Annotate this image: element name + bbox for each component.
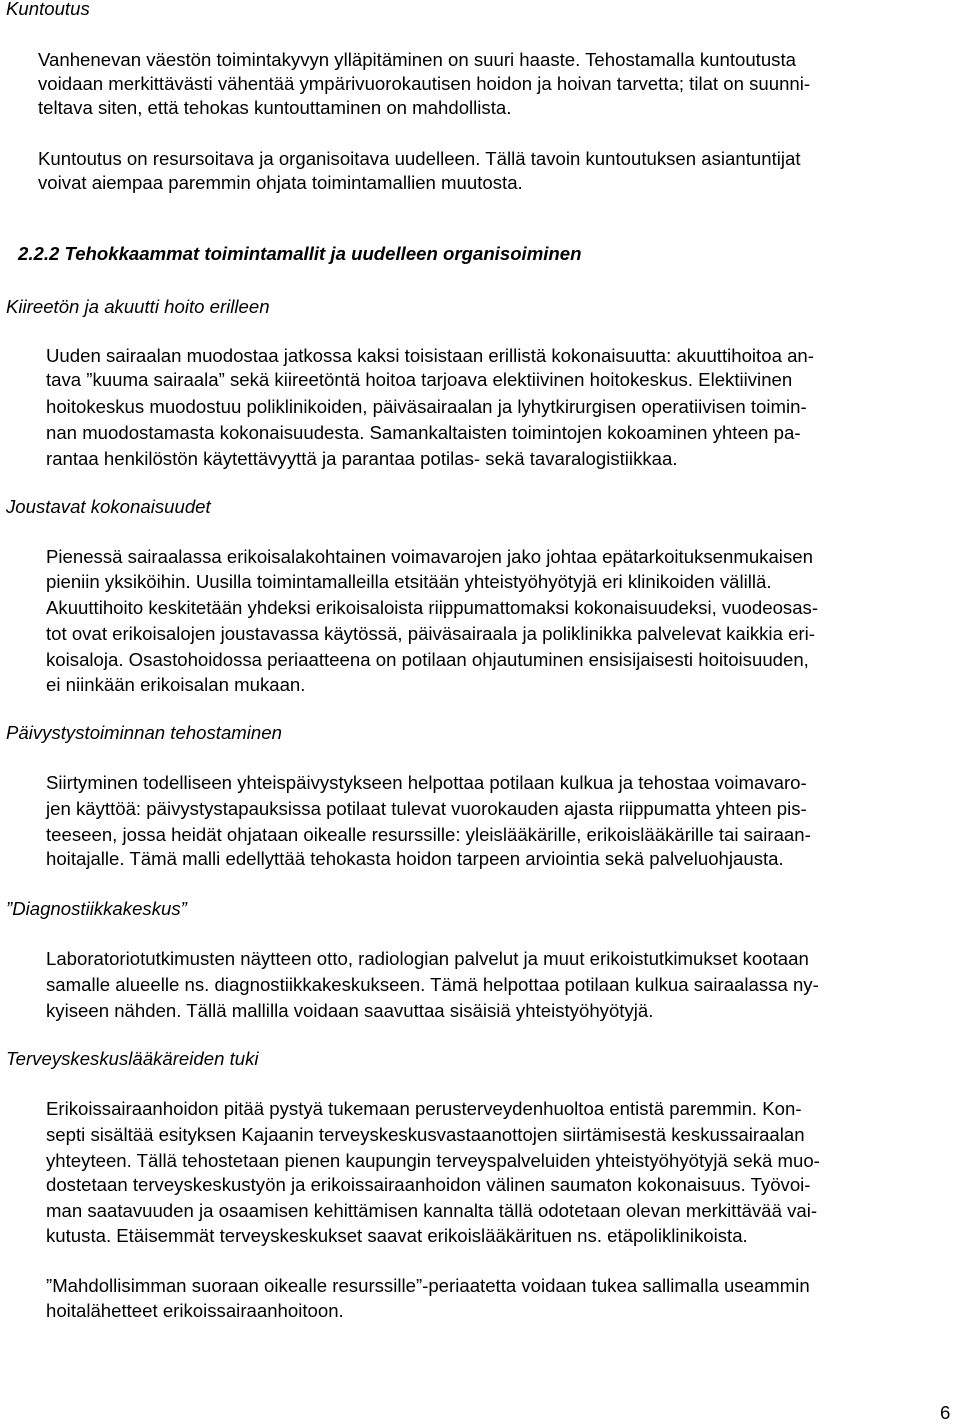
paragraph-line: hoitajalle. Tämä malli edellyttää tehokasta hoidon tarpeen arviointia sekä palveluohjausta. xyxy=(46,848,784,869)
paragraph-line: ”Mahdollisimman suoraan oikealle resurssille”-periaatetta voidaan tukea sallimalla useammin xyxy=(46,1275,810,1296)
paragraph-line: Laboratoriotutkimusten näytteen otto, radiologian palvelut ja muut erikoistutkimukset kootaan xyxy=(46,948,809,969)
page-number: 6 xyxy=(940,1402,951,1423)
paragraph-line: samalle alueelle ns. diagnostiikkakeskukseen. Tämä helpottaa potilaan kulkua sairaalassa ny- xyxy=(46,974,819,995)
paragraph-line: kutusta. Etäisemmät terveyskeskukset saavat erikoislääkärituen ns. etäpoliklinikoista. xyxy=(46,1225,748,1246)
paragraph-line: hoitokeskus muodostuu poliklinikoiden, päiväsairaalan ja lyhytkirurgisen operatiivisen toimin- xyxy=(46,396,807,417)
paragraph-line: Erikoissairaanhoidon pitää pystyä tukemaan perusterveydenhuoltoa entistä paremmin. Kon- xyxy=(46,1098,802,1119)
paragraph-line: kyiseen nähden. Tällä mallilla voidaan saavuttaa sisäisiä yhteistyöhyötyjä. xyxy=(46,1000,654,1021)
paragraph-line: Pienessä sairaalassa erikoisalakohtainen voimavarojen jako johtaa epätarkoituksenmukaisen xyxy=(46,546,813,567)
section-heading-kuntoutus: Kuntoutus xyxy=(6,0,90,19)
paragraph-line: dostetaan terveyskeskustyön ja erikoissairaanhoidon välinen saumaton kokonaisuus. Työvoi- xyxy=(46,1174,811,1195)
paragraph-line: voivat aiempaa paremmin ohjata toimintamallien muutosta. xyxy=(38,172,523,193)
section-heading-joustavat: Joustavat kokonaisuudet xyxy=(6,496,211,517)
section-heading-terveyskeskus: Terveyskeskuslääkäreiden tuki xyxy=(6,1048,259,1069)
section-heading-diagnostiikka: ”Diagnostiikkakeskus” xyxy=(6,898,187,919)
paragraph-line: tot ovat erikoisalojen joustavassa käytössä, päiväsairaala ja poliklinikka palvelevat kaikkia eri- xyxy=(46,623,815,644)
paragraph-line: Uuden sairaalan muodostaa jatkossa kaksi toisistaan erillistä kokonaisuutta: akuuttihoitoa an- xyxy=(46,345,814,366)
paragraph-line: ei niinkään erikoisalan mukaan. xyxy=(46,674,306,695)
paragraph-line: yhteyteen. Tällä tehostetaan pienen kaupungin terveyspalveluiden yhteistyöhyötyjä sekä muo- xyxy=(46,1150,820,1171)
paragraph-line: teltava siten, että tehokas kuntouttaminen on mahdollista. xyxy=(38,97,512,118)
section-heading-paivystys: Päivystystoiminnan tehostaminen xyxy=(6,722,282,743)
paragraph-line: voidaan merkittävästi vähentää ympärivuorokautisen hoidon ja hoivan tarvetta; tilat on suunni- xyxy=(38,73,811,94)
paragraph-line: teeseen, jossa heidät ohjataan oikealle resurssille: yleislääkärille, erikoislääkärille tai sairaan- xyxy=(46,824,811,845)
section-heading-kiireeton: Kiireetön ja akuutti hoito erilleen xyxy=(6,296,270,317)
paragraph-line: tava ”kuuma sairaala” sekä kiireetöntä hoitoa tarjoava elektiivinen hoitokeskus. Elektiivinen xyxy=(46,369,793,390)
paragraph-line: koisaloja. Osastohoidossa periaatteena on potilaan ohjautuminen ensisijaisesti hoitoisuuden, xyxy=(46,649,809,670)
paragraph-line: Kuntoutus on resursoitava ja organisoitava uudelleen. Tällä tavoin kuntoutuksen asiantuntijat xyxy=(38,148,801,169)
paragraph-line: Siirtyminen todelliseen yhteispäivystykseen helpottaa potilaan kulkua ja tehostaa voimavaro- xyxy=(46,772,807,793)
paragraph-line: pieniin yksiköihin. Uusilla toimintamalleilla etsitään yhteistyöhyötyjä eri klinikoiden välillä. xyxy=(46,571,772,592)
paragraph-line: man saatavuuden ja osaamisen kehittämisen kannalta tällä odotetaan olevan merkittävää vai- xyxy=(46,1200,818,1221)
paragraph-line: septi sisältää esityksen Kajaanin terveyskeskusvastaanottojen siirtämisestä keskussairaalan xyxy=(46,1124,805,1145)
paragraph-line: Vanhenevan väestön toimintakyvyn ylläpitäminen on suuri haaste. Tehostamalla kuntoutusta xyxy=(38,49,796,70)
paragraph-line: nan muodostamasta kokonaisuudesta. Samankaltaisten toimintojen kokoaminen yhteen pa- xyxy=(46,422,801,443)
paragraph-line: rantaa henkilöstön käytettävyyttä ja parantaa potilas- sekä tavaralogistiikkaa. xyxy=(46,448,678,469)
main-section-heading: 2.2.2 Tehokkaammat toimintamallit ja uudelleen organisoiminen xyxy=(18,243,582,264)
paragraph-line: Akuuttihoito keskitetään yhdeksi erikoisaloista riippumattomaksi kokonaisuudeksi, vuodeosas- xyxy=(46,597,819,618)
paragraph-line: hoitalähetteet erikoissairaanhoitoon. xyxy=(46,1300,344,1321)
paragraph-line: jen käyttöä: päivystystapauksissa potilaat tulevat vuorokauden ajasta riippumatta yhteen pis- xyxy=(46,798,807,819)
